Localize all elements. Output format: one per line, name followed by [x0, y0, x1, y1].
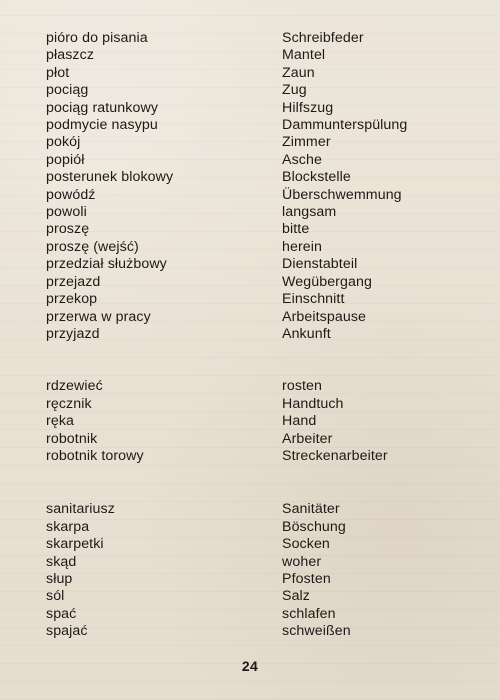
polish-term: pociąg ratunkowy — [46, 99, 159, 116]
german-term: schweißen — [282, 623, 351, 640]
german-term: Zug — [282, 82, 307, 99]
polish-term: robotnik torowy — [46, 447, 144, 464]
polish-term: skarpa — [46, 518, 90, 535]
german-term: Zaun — [282, 64, 315, 81]
german-term: Dienstabteil — [282, 256, 358, 273]
dictionary-columns — [46, 30, 446, 641]
section-p — [46, 30, 446, 343]
polish-term: proszę — [46, 221, 90, 238]
polish-term: ręka — [46, 413, 74, 430]
german-term: langsam — [282, 204, 337, 221]
german-term: Schreibfeder — [282, 30, 364, 46]
german-term: schlafen — [282, 605, 336, 622]
german-term: woher — [282, 553, 322, 570]
german-term: rosten — [282, 378, 323, 395]
section-r — [46, 378, 446, 465]
polish-term: spać — [46, 605, 77, 622]
polish-term: pociąg — [46, 82, 89, 99]
polish-term: pokój — [46, 134, 81, 151]
polish-term: skąd — [46, 553, 77, 570]
german-term: Ankunft — [282, 325, 331, 342]
polish-term: popiół — [46, 151, 85, 168]
german-term: Dammunterspülung — [282, 117, 408, 134]
polish-term: powódź — [46, 186, 96, 203]
polish-term: przerwa w pracy — [46, 308, 151, 325]
polish-term: podmycie nasypu — [46, 117, 158, 134]
polish-term: słup — [46, 570, 73, 587]
german-term: Überschwemmung — [282, 186, 402, 203]
polish-term: przekop — [46, 291, 98, 308]
german-term: Zimmer — [282, 134, 331, 151]
section-s — [46, 501, 446, 640]
polish-term: ręcznik — [46, 395, 92, 412]
page-number: 24 — [241, 658, 259, 674]
polish-term: płaszcz — [46, 47, 95, 64]
german-term: Sanitäter — [282, 501, 340, 518]
german-term: herein — [282, 238, 323, 255]
polish-term: przejazd — [46, 273, 101, 290]
polish-term: spajać — [46, 623, 88, 640]
german-term: Socken — [282, 536, 330, 553]
german-term: Streckenarbeiter — [282, 447, 388, 464]
german-term: Wegübergang — [282, 273, 372, 290]
polish-term: przyjazd — [46, 325, 100, 342]
german-term: Hand — [282, 413, 317, 430]
polish-term: rdzewieć — [46, 378, 103, 395]
polish-term: proszę (wejść) — [46, 238, 139, 255]
polish-term: płot — [46, 64, 70, 81]
german-term: Einschnitt — [282, 291, 345, 308]
german-term: Salz — [282, 588, 310, 605]
german-term: Arbeiter — [282, 430, 333, 447]
polish-term: sól — [46, 588, 65, 605]
german-term: Hilfszug — [282, 99, 334, 116]
german-term: Asche — [282, 151, 322, 168]
german-term: Böschung — [282, 518, 346, 535]
german-term: Pfosten — [282, 570, 331, 587]
german-term: Blockstelle — [282, 169, 351, 186]
polish-term: pióro do pisania — [46, 30, 148, 46]
polish-term: robotnik — [46, 430, 98, 447]
polish-term: przedział służbowy — [46, 256, 167, 273]
german-term: bitte — [282, 221, 310, 238]
polish-term: powoli — [46, 204, 87, 221]
german-term: Handtuch — [282, 395, 344, 412]
polish-term: sanitariusz — [46, 501, 115, 518]
german-term: Arbeitspause — [282, 308, 367, 325]
polish-term: posterunek blokowy — [46, 169, 174, 186]
german-term: Mantel — [282, 47, 326, 64]
polish-term: skarpetki — [46, 536, 104, 553]
